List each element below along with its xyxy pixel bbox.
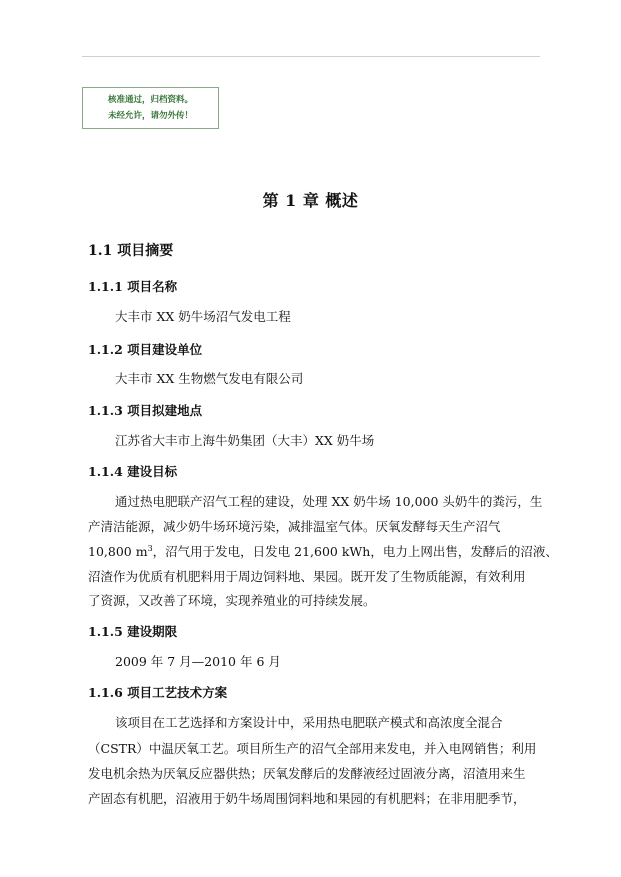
stamp-line-2: 未经允许，请勿外传！ — [107, 111, 193, 121]
heading-1-1-4: 1.1.4 建设目标 — [88, 464, 178, 479]
goal-line-3-rest: ，沼气用于发电，日发电 21,600 kWh，电力上网出售，发酵后的沼液、 — [152, 544, 558, 559]
cubic-superscript: 3 — [147, 544, 153, 553]
header-rule — [82, 56, 540, 57]
goal-line-4: 沼渣作为优质有机肥料用于周边饲料地、果园。既开发了生物质能源，有效利用 — [88, 569, 526, 584]
heading-1-1-1: 1.1.1 项目名称 — [88, 279, 178, 294]
construction-unit-text: 大丰市 XX 生物燃气发电有限公司 — [115, 371, 304, 386]
process-line-3: 发电机余热为厌氧反应器供热；厌氧发酵后的发酵液经过固液分离，沼渣用来生 — [88, 766, 526, 781]
process-line-4: 产固态有机肥，沼液用于奶牛场周围饲料地和果园的有机肥料；在非用肥季节， — [88, 791, 526, 806]
biogas-volume: 10,800 m — [88, 544, 148, 559]
section-heading-1-1: 1.1 项目摘要 — [88, 243, 174, 259]
goal-line-2: 产清洁能源，减少奶牛场环境污染，减排温室气体。厌氧发酵每天生产沼气 — [88, 519, 501, 534]
heading-1-1-5: 1.1.5 建设期限 — [88, 624, 178, 639]
goal-line-1: 通过热电肥联产沼气工程的建设，处理 XX 奶牛场 10,000 头奶牛的粪污，生 — [115, 494, 543, 509]
process-line-1: 该项目在工艺选择和方案设计中，采用热电肥联产模式和高浓度全混合 — [115, 715, 503, 730]
project-name-text: 大丰市 XX 奶牛场沼气发电工程 — [115, 309, 291, 324]
heading-1-1-6: 1.1.6 项目工艺技术方案 — [88, 685, 228, 700]
chapter-title: 第 1 章 概述 — [262, 191, 359, 210]
goal-line-3 — [88, 542, 558, 560]
stamp-line-1: 核准通过，归档资料。 — [107, 95, 193, 105]
construction-period-text: 2009 年 7 月—2010 年 6 月 — [115, 654, 281, 669]
approval-stamp — [82, 87, 219, 129]
process-line-2: （CSTR）中温厌氧工艺。项目所生产的沼气全部用来发电，并入电网销售；利用 — [88, 741, 537, 756]
heading-1-1-3: 1.1.3 项目拟建地点 — [88, 403, 203, 418]
goal-line-5: 了资源，又改善了环境，实现养殖业的可持续发展。 — [88, 593, 376, 608]
heading-1-1-2: 1.1.2 项目建设单位 — [88, 342, 203, 357]
site-location-text: 江苏省大丰市上海牛奶集团（大丰）XX 奶牛场 — [115, 433, 375, 448]
